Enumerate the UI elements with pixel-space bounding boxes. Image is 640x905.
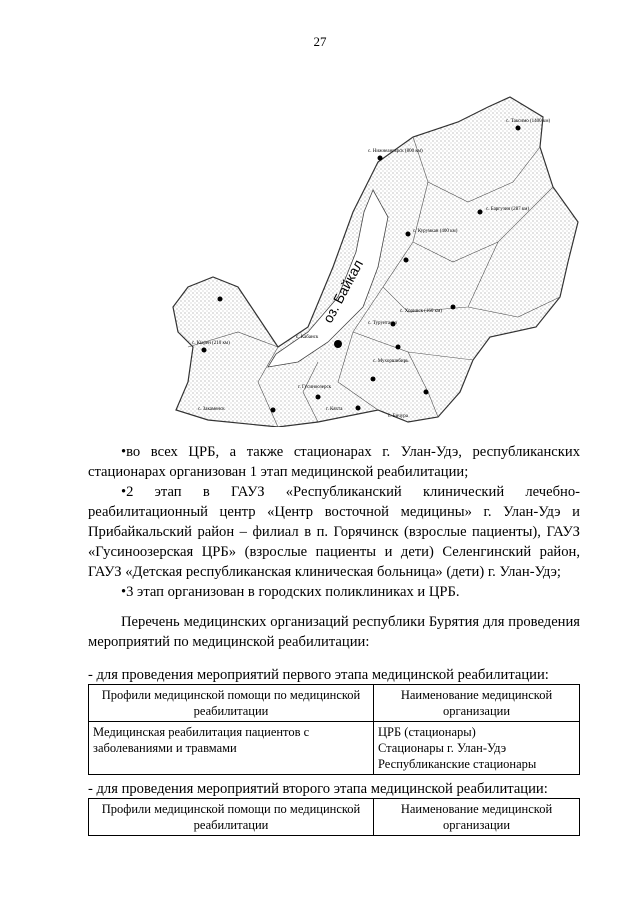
column-header: Наименование медицинской организации [374,685,580,722]
map-label: с. Кабанск [296,335,319,340]
lake-label: оз. Байкал [319,256,367,326]
organizations-cell [374,722,580,775]
map-label: с. Закаменск [198,407,225,412]
table-header-row [89,685,580,722]
column-header: Профили медицинской помощи по медицинской реабилитации [89,799,374,836]
page-number: 27 [313,34,327,49]
bullet-item: •3 этап организован в городских поликлиниках и ЦРБ. [121,584,460,600]
map-label: с. Мухоршибирь [373,359,409,364]
buryatia-map [168,92,608,427]
map-label: г. Кяхта [326,407,343,412]
bullet-item: •2 этап в ГАУЗ «Республиканский клинический лечебно-реабилитационный центр «Центр восточной медицины» г. Улан-Удэ и Прибайкальский район – филиал в п. Горячинск (взрослые пациенты), ГАУЗ «Гусиноозерская ЦРБ» (взрослые пациенты и дети) Селенгинский район, ГАУЗ «Детская республиканская клиническая больница» (дети) г. Улан-Удэ; [88,484,580,580]
table-row [89,722,580,775]
section-2-label: - для проведения мероприятий второго этапа медицинской реабилитации: [88,781,548,797]
organization-item: Стационары г. Улан-Удэ [378,741,507,755]
stage-2-table [88,798,580,836]
map-label: с. Курумкан (400 км) [413,229,458,234]
intro-paragraph: Перечень медицинских организаций республики Бурятия для проведения мероприятий по медицинской реабилитации: [88,614,580,650]
section-1-label: - для проведения мероприятий первого этапа медицинской реабилитации: [88,667,549,683]
organization-item: Республиканские стационары [378,757,537,771]
stage-1-table [88,684,580,775]
map-label: с. Баргузин (287 км) [486,207,530,212]
map-label: с. Турунтаево [368,321,398,326]
column-header: Наименование медицинской организации [374,799,580,836]
map-label: с. Нижнеангарск (800 км) [368,149,423,154]
bullet-list [88,442,580,602]
bullet-item: •во всех ЦРБ, а также стационарах г. Улан-Удэ, республиканских стационарах организован 1 этап медицинской реабилитации; [88,444,580,480]
map-label: с. Таксимо (1400 км) [506,119,551,124]
map-label: с. Бичура [388,414,408,419]
organization-item: ЦРБ (стационары) [378,725,476,739]
table-header-row [89,799,580,836]
map-label: г. Гусиноозерск [298,385,332,390]
map-label: с. Хоринск (160 км) [400,309,442,314]
map-label: с. Кырен (210 км) [192,341,230,346]
column-header: Профили медицинской помощи по медицинской реабилитации [89,685,374,722]
profile-cell: Медицинская реабилитация пациентов с заболеваниями и травмами [89,722,374,775]
